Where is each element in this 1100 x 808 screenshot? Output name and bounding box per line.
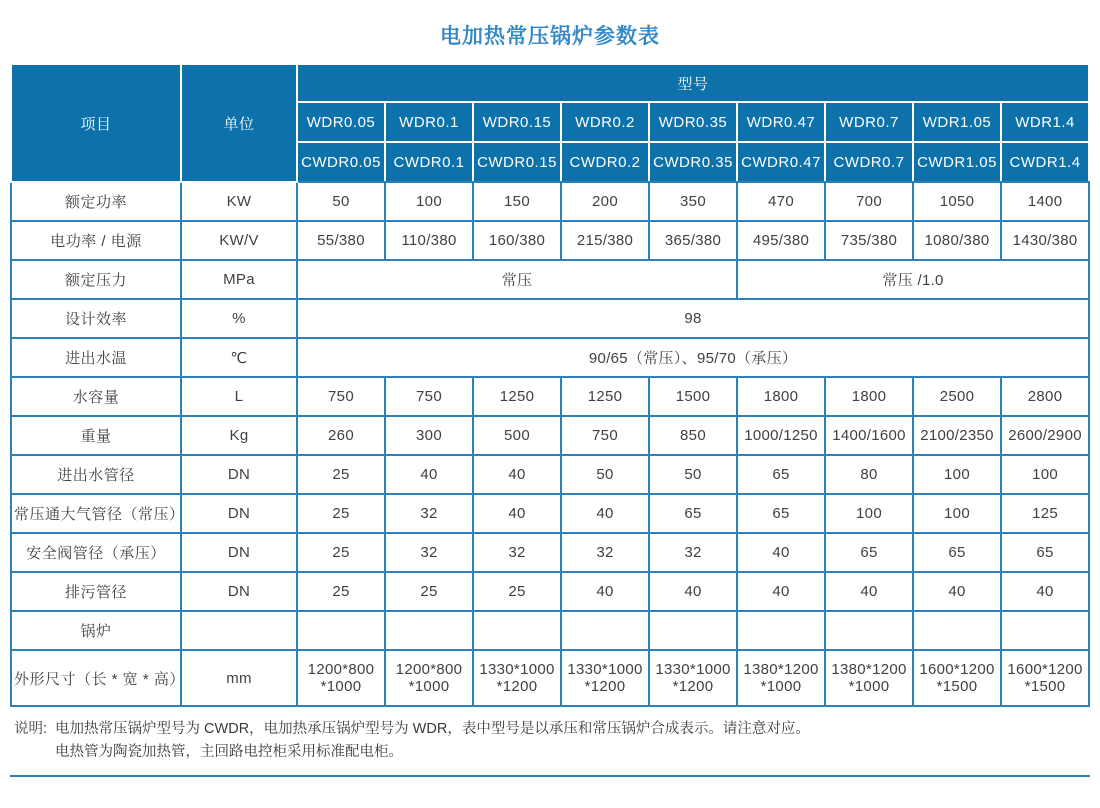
- value-cell: 65: [1001, 533, 1089, 572]
- model-cell: CWDR0.2: [561, 142, 649, 182]
- value-cell: 50: [561, 455, 649, 494]
- model-cell: WDR0.7: [825, 102, 913, 142]
- value-cell: 1080/380: [913, 221, 1001, 260]
- value-cell: 25: [297, 455, 385, 494]
- model-cell: WDR0.2: [561, 102, 649, 142]
- row-label: 进出水温: [11, 338, 181, 377]
- table-row: [11, 494, 1089, 533]
- value-cell: 500: [473, 416, 561, 455]
- value-cell: 160/380: [473, 221, 561, 260]
- value-cell: 100: [1001, 455, 1089, 494]
- value-cell: 65: [649, 494, 737, 533]
- value-cell: 1330*1000 *1200: [649, 650, 737, 706]
- footnote-line: 电热管为陶瓷加热管，主回路电控柜采用标准配电柜。: [55, 744, 404, 761]
- model-cell: WDR1.05: [913, 102, 1001, 142]
- row-unit: mm: [181, 650, 297, 706]
- model-cell: WDR0.35: [649, 102, 737, 142]
- value-cell: 25: [297, 572, 385, 611]
- value-cell: 2100/2350: [913, 416, 1001, 455]
- row-label: 进出水管径: [11, 455, 181, 494]
- table-row: [11, 377, 1089, 416]
- row-label: 电功率 / 电源: [11, 221, 181, 260]
- value-cell: 750: [561, 416, 649, 455]
- value-cell: 1600*1200 *1500: [1001, 650, 1089, 706]
- value-cell: 1050: [913, 182, 1001, 221]
- row-unit: %: [181, 299, 297, 338]
- value-cell: 32: [473, 533, 561, 572]
- value-cell: [649, 611, 737, 650]
- table-row: [11, 416, 1089, 455]
- value-cell: 735/380: [825, 221, 913, 260]
- model-cell: WDR0.15: [473, 102, 561, 142]
- value-cell: 125: [1001, 494, 1089, 533]
- row-label: 外形尺寸（长 * 宽 * 高）: [11, 650, 181, 706]
- row-unit: KW: [181, 182, 297, 221]
- model-cell: CWDR0.7: [825, 142, 913, 182]
- value-cell: 1800: [737, 377, 825, 416]
- value-cell: 1400: [1001, 182, 1089, 221]
- value-cell: 750: [385, 377, 473, 416]
- model-cell: CWDR0.15: [473, 142, 561, 182]
- table-row: [11, 455, 1089, 494]
- value-cell: 98: [297, 299, 1089, 338]
- value-cell: [473, 611, 561, 650]
- value-cell: 700: [825, 182, 913, 221]
- value-cell: 40: [1001, 572, 1089, 611]
- value-cell: 65: [913, 533, 1001, 572]
- value-cell: 40: [737, 533, 825, 572]
- value-cell: 40: [561, 572, 649, 611]
- row-label: 常压通大气管径（常压）: [11, 494, 181, 533]
- footnote: [14, 718, 1086, 764]
- value-cell: 50: [297, 182, 385, 221]
- model-cell: CWDR0.1: [385, 142, 473, 182]
- value-cell: 32: [649, 533, 737, 572]
- value-cell: 32: [385, 533, 473, 572]
- value-cell: 1380*1200 *1000: [737, 650, 825, 706]
- value-cell: 850: [649, 416, 737, 455]
- value-cell: 2800: [1001, 377, 1089, 416]
- value-cell: 55/380: [297, 221, 385, 260]
- row-label: 水容量: [11, 377, 181, 416]
- value-cell: [737, 611, 825, 650]
- value-cell: 1400/1600: [825, 416, 913, 455]
- value-cell: [385, 611, 473, 650]
- value-cell: 25: [297, 494, 385, 533]
- row-unit: DN: [181, 455, 297, 494]
- value-cell: 1330*1000 *1200: [473, 650, 561, 706]
- header-item: 项目: [11, 64, 181, 182]
- value-cell: [297, 611, 385, 650]
- value-cell: 25: [473, 572, 561, 611]
- table-row: [11, 260, 1089, 299]
- value-cell: 32: [385, 494, 473, 533]
- value-cell: 65: [737, 494, 825, 533]
- footnote-line: 电加热常压锅炉型号为 CWDR，电加热承压锅炉型号为 WDR，表中型号是以承压和常压锅炉合成表示。请注意对应。: [55, 721, 810, 737]
- value-cell: 110/380: [385, 221, 473, 260]
- value-cell: 300: [385, 416, 473, 455]
- value-cell: 1250: [473, 377, 561, 416]
- value-cell: 260: [297, 416, 385, 455]
- table-row: [11, 650, 1089, 706]
- page-title: 电加热常压锅炉参数表: [440, 25, 660, 48]
- value-cell: 90/65（常压）、95/70（承压）: [297, 338, 1089, 377]
- boiler-parameter-table: [10, 63, 1090, 707]
- value-cell: 150: [473, 182, 561, 221]
- value-cell: 1200*800 *1000: [297, 650, 385, 706]
- row-unit: KW/V: [181, 221, 297, 260]
- value-cell: 40: [913, 572, 1001, 611]
- value-cell: 100: [913, 455, 1001, 494]
- value-cell: 350: [649, 182, 737, 221]
- value-cell: 470: [737, 182, 825, 221]
- row-unit: L: [181, 377, 297, 416]
- value-cell: 750: [297, 377, 385, 416]
- model-cell: WDR0.47: [737, 102, 825, 142]
- row-label: 重量: [11, 416, 181, 455]
- value-cell: 215/380: [561, 221, 649, 260]
- model-cell: CWDR1.05: [913, 142, 1001, 182]
- table-row: [11, 221, 1089, 260]
- model-cell: CWDR1.4: [1001, 142, 1089, 182]
- table-row: [11, 572, 1089, 611]
- value-cell: 40: [737, 572, 825, 611]
- value-cell: 32: [561, 533, 649, 572]
- value-cell: 1500: [649, 377, 737, 416]
- header-model-group: 型号: [297, 64, 1089, 102]
- value-cell: 40: [561, 494, 649, 533]
- value-cell: 2500: [913, 377, 1001, 416]
- value-cell: 65: [737, 455, 825, 494]
- value-cell: 2600/2900: [1001, 416, 1089, 455]
- model-cell: CWDR0.35: [649, 142, 737, 182]
- table-body: [11, 182, 1089, 706]
- value-cell: 200: [561, 182, 649, 221]
- model-cell: WDR0.05: [297, 102, 385, 142]
- table-row: [11, 533, 1089, 572]
- row-unit: DN: [181, 572, 297, 611]
- value-cell: 40: [473, 494, 561, 533]
- value-cell: [561, 611, 649, 650]
- row-label: 设计效率: [11, 299, 181, 338]
- value-cell: 1800: [825, 377, 913, 416]
- row-unit: Kg: [181, 416, 297, 455]
- value-cell: 1250: [561, 377, 649, 416]
- model-cell: CWDR0.05: [297, 142, 385, 182]
- value-cell: [825, 611, 913, 650]
- value-cell: 1380*1200 *1000: [825, 650, 913, 706]
- header-row-model-group: [11, 64, 1089, 102]
- value-cell: 1330*1000 *1200: [561, 650, 649, 706]
- value-cell: [913, 611, 1001, 650]
- value-cell: 常压: [297, 260, 737, 299]
- row-unit: DN: [181, 533, 297, 572]
- table-row: [11, 611, 1089, 650]
- row-unit: MPa: [181, 260, 297, 299]
- value-cell: 25: [297, 533, 385, 572]
- value-cell: [1001, 611, 1089, 650]
- value-cell: 50: [649, 455, 737, 494]
- value-cell: 1600*1200 *1500: [913, 650, 1001, 706]
- row-unit: ℃: [181, 338, 297, 377]
- row-label: 锅炉: [11, 611, 181, 650]
- footnote-text: [55, 718, 810, 764]
- value-cell: 100: [913, 494, 1001, 533]
- row-unit: [181, 611, 297, 650]
- bottom-divider: [10, 775, 1090, 777]
- table-row: [11, 299, 1089, 338]
- value-cell: 常压 /1.0: [737, 260, 1089, 299]
- value-cell: 365/380: [649, 221, 737, 260]
- row-label: 额定功率: [11, 182, 181, 221]
- page: [0, 20, 1100, 777]
- model-cell: WDR1.4: [1001, 102, 1089, 142]
- table-header: [11, 64, 1089, 182]
- row-label: 排污管径: [11, 572, 181, 611]
- value-cell: 1000/1250: [737, 416, 825, 455]
- value-cell: 40: [825, 572, 913, 611]
- table-row: [11, 338, 1089, 377]
- value-cell: 80: [825, 455, 913, 494]
- header-unit: 单位: [181, 64, 297, 182]
- value-cell: 40: [385, 455, 473, 494]
- value-cell: 1200*800 *1000: [385, 650, 473, 706]
- table-row: [11, 182, 1089, 221]
- value-cell: 495/380: [737, 221, 825, 260]
- row-unit: DN: [181, 494, 297, 533]
- footnote-label: 说明:: [14, 721, 48, 737]
- row-label: 额定压力: [11, 260, 181, 299]
- value-cell: 100: [825, 494, 913, 533]
- value-cell: 40: [649, 572, 737, 611]
- model-cell: WDR0.1: [385, 102, 473, 142]
- model-cell: CWDR0.47: [737, 142, 825, 182]
- value-cell: 40: [473, 455, 561, 494]
- value-cell: 100: [385, 182, 473, 221]
- value-cell: 65: [825, 533, 913, 572]
- value-cell: 1430/380: [1001, 221, 1089, 260]
- row-label: 安全阀管径（承压）: [11, 533, 181, 572]
- value-cell: 25: [385, 572, 473, 611]
